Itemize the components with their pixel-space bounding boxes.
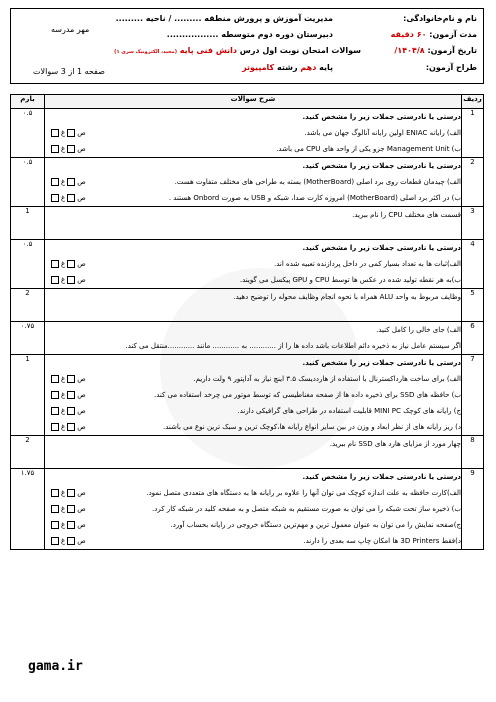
true-label: ص bbox=[77, 194, 86, 202]
question-line-text: ب)به هر نقطه تولید شده در عکس ها توسط CPU و GPU پیکسل می گویند. bbox=[239, 276, 461, 284]
school-stamp: مهر مدرسه bbox=[51, 25, 90, 34]
question-title: درستی یا نادرستی جملات زیر را مشخص کنید. bbox=[302, 473, 461, 481]
question-number: 2 bbox=[462, 158, 484, 207]
false-checkbox[interactable] bbox=[51, 391, 59, 399]
true-checkbox[interactable] bbox=[67, 194, 75, 202]
grade-line: پایه دهم رشته کامپیوتر bbox=[242, 63, 333, 72]
question-line bbox=[45, 485, 461, 501]
question-line-text: الف) جای خالی را کامل کنید. bbox=[376, 326, 461, 334]
question-title: درستی یا نادرستی جملات زیر را مشخص کنید. bbox=[302, 244, 461, 252]
true-checkbox[interactable] bbox=[67, 375, 75, 383]
false-label: غ bbox=[61, 129, 66, 137]
true-false-options bbox=[49, 141, 86, 157]
question-line-text: ج) رایانه های کوچک MINI PC قابلیت استفاده در طراحی های گرافیکی دارند. bbox=[237, 407, 461, 415]
question-line-text: ج)صفحه نمایش را می توان به عنوان معمول ترین و مهم‌ترین دستگاه خروجی در رایانه بحساب آورد. bbox=[170, 521, 461, 529]
question-row bbox=[11, 109, 484, 158]
question-number: 6 bbox=[462, 322, 484, 355]
question-line bbox=[45, 403, 461, 419]
question-line bbox=[45, 419, 461, 435]
true-checkbox[interactable] bbox=[67, 423, 75, 431]
question-line-text: الف)کارت حافظه به علت اندازه کوچک می توان آنها را علاوه بر رایانه ها به دستگاه های متعددی متصل نمود. bbox=[146, 489, 461, 497]
question-body bbox=[45, 158, 462, 207]
question-title: درستی یا نادرستی جملات زیر را مشخص کنید. bbox=[302, 359, 461, 367]
question-number: 7 bbox=[462, 355, 484, 436]
true-false-options bbox=[49, 256, 86, 272]
true-checkbox[interactable] bbox=[67, 407, 75, 415]
question-line-text: اگر سیستم عامل نیاز به ذخیره دائم اطلاعات باشد داده ها را از ............ به ............ مانند ............منتقل می کند. bbox=[125, 342, 461, 350]
true-label: ص bbox=[77, 129, 86, 137]
true-false-options bbox=[49, 272, 86, 288]
false-label: غ bbox=[61, 276, 66, 284]
false-checkbox[interactable] bbox=[51, 145, 59, 153]
true-checkbox[interactable] bbox=[67, 276, 75, 284]
question-line bbox=[45, 256, 461, 272]
question-line bbox=[45, 190, 461, 206]
true-false-options bbox=[49, 190, 86, 206]
true-false-options bbox=[49, 419, 86, 435]
school-line: دبیرستان دوره دوم متوسطه ................. bbox=[166, 30, 333, 39]
false-label: غ bbox=[61, 489, 66, 497]
question-score: 2 bbox=[11, 289, 45, 322]
question-line bbox=[45, 436, 461, 452]
date-label: تاریخ آزمون: ۱۴۰۴/۸/ bbox=[394, 46, 477, 55]
question-row bbox=[11, 436, 484, 469]
question-line bbox=[45, 322, 461, 338]
true-label: ص bbox=[77, 423, 86, 431]
question-number: 5 bbox=[462, 289, 484, 322]
false-checkbox[interactable] bbox=[51, 375, 59, 383]
question-score: ۱.۷۵ bbox=[11, 469, 45, 550]
question-line bbox=[45, 174, 461, 190]
false-checkbox[interactable] bbox=[51, 505, 59, 513]
question-body bbox=[45, 109, 462, 158]
question-body bbox=[45, 289, 462, 322]
question-row bbox=[11, 355, 484, 436]
exam-header bbox=[10, 8, 484, 84]
question-title: درستی یا نادرستی جملات زیر را مشخص کنید. bbox=[302, 162, 461, 170]
question-score: 2 bbox=[11, 436, 45, 469]
false-label: غ bbox=[61, 521, 66, 529]
question-line-text: د) ریز رایانه های از نظر ابعاد و وزن در بین سایر انواع رایانه ها،کوچک ترین و سبک ترین نوع می باشند. bbox=[163, 423, 461, 431]
true-false-options bbox=[49, 174, 86, 190]
question-line bbox=[45, 338, 461, 354]
question-number: 4 bbox=[462, 240, 484, 289]
question-line-text: ب) Management Unit جزو یکی از واحد های CPU می باشد. bbox=[276, 145, 461, 153]
true-checkbox[interactable] bbox=[67, 391, 75, 399]
exam-page bbox=[10, 8, 484, 684]
question-score: 1 bbox=[11, 355, 45, 436]
true-checkbox[interactable] bbox=[67, 521, 75, 529]
false-label: غ bbox=[61, 145, 66, 153]
question-body bbox=[45, 469, 462, 550]
false-checkbox[interactable] bbox=[51, 260, 59, 268]
false-checkbox[interactable] bbox=[51, 129, 59, 137]
col-desc-header: شرح سوالات bbox=[45, 95, 462, 109]
question-score: 1 bbox=[11, 207, 45, 240]
true-label: ص bbox=[77, 260, 86, 268]
true-false-options bbox=[49, 403, 86, 419]
true-label: ص bbox=[77, 489, 86, 497]
col-row-header: ردیف bbox=[462, 95, 484, 109]
page-info: صفحه 1 از 3 سوالات bbox=[33, 67, 105, 76]
question-number: 3 bbox=[462, 207, 484, 240]
question-line bbox=[45, 501, 461, 517]
question-number: 1 bbox=[462, 109, 484, 158]
question-score: ۰.۵ bbox=[11, 158, 45, 207]
false-label: غ bbox=[61, 178, 66, 186]
true-checkbox[interactable] bbox=[67, 129, 75, 137]
question-body bbox=[45, 355, 462, 436]
question-row bbox=[11, 289, 484, 322]
question-body bbox=[45, 207, 462, 240]
true-checkbox[interactable] bbox=[67, 505, 75, 513]
question-row bbox=[11, 240, 484, 289]
question-line-text: الف) چیدمان قطعات روی برد اصلی (MotherBoard) بسته به طراحی های مختلف متفاوت هست. bbox=[174, 178, 461, 186]
true-label: ص bbox=[77, 276, 86, 284]
false-label: غ bbox=[61, 391, 66, 399]
question-score: ۰.۵ bbox=[11, 240, 45, 289]
question-line bbox=[45, 125, 461, 141]
false-checkbox[interactable] bbox=[51, 423, 59, 431]
true-label: ص bbox=[77, 537, 86, 545]
true-label: ص bbox=[77, 145, 86, 153]
site-footer: gama.ir bbox=[28, 659, 83, 674]
question-line bbox=[45, 533, 461, 549]
exam-title: سوالات امتحان نوبت اول درس دانش فنی پایه (مجید، الکترونیک سری ۱) bbox=[114, 46, 361, 55]
col-score-header: بارم bbox=[11, 95, 45, 109]
true-label: ص bbox=[77, 178, 86, 186]
true-label: ص bbox=[77, 505, 86, 513]
true-false-options bbox=[49, 517, 86, 533]
answer-space bbox=[45, 452, 461, 468]
question-row bbox=[11, 469, 484, 550]
question-line-text: ب) در اکثر برد اصلی (MotherBoard) امروزه کارت صدا، شبکه و USB به صورت Onbord هستند . bbox=[168, 194, 461, 202]
true-false-options bbox=[49, 371, 86, 387]
question-line bbox=[45, 371, 461, 387]
false-checkbox[interactable] bbox=[51, 537, 59, 545]
question-line bbox=[45, 272, 461, 288]
false-checkbox[interactable] bbox=[51, 178, 59, 186]
question-line-text: وظایف مربوط به واحد ALU همراه با نحوه انجام وظایف محوله را توضیح دهید. bbox=[233, 293, 461, 301]
name-label: نام و نام‌خانوادگی: bbox=[403, 14, 477, 23]
true-checkbox[interactable] bbox=[67, 145, 75, 153]
false-checkbox[interactable] bbox=[51, 276, 59, 284]
question-line bbox=[45, 517, 461, 533]
question-line bbox=[45, 289, 461, 305]
false-checkbox[interactable] bbox=[51, 489, 59, 497]
false-label: غ bbox=[61, 423, 66, 431]
true-label: ص bbox=[77, 521, 86, 529]
true-false-options bbox=[49, 533, 86, 549]
question-body bbox=[45, 240, 462, 289]
questions-table bbox=[10, 94, 484, 550]
question-score: ۰.۷۵ bbox=[11, 322, 45, 355]
admin-line: مدیریت آموزش و پرورش منطقه ......... / ناحیه ......... bbox=[115, 14, 333, 23]
designer-label: طراح آزمون: bbox=[425, 63, 477, 72]
question-line-text: الف) رایانه ENIAC اولین رایانه آنالوگ جهان می باشد. bbox=[304, 129, 461, 137]
question-line-text: الف)ثبات ها به تعداد بسیار کمی در داخل پردازنده تعبیه شده اند. bbox=[274, 260, 461, 268]
duration-label: مدت آزمون: ۶۰ دقیقه bbox=[390, 30, 477, 39]
question-score: ۰.۵ bbox=[11, 109, 45, 158]
false-checkbox[interactable] bbox=[51, 194, 59, 202]
question-row bbox=[11, 322, 484, 355]
false-checkbox[interactable] bbox=[51, 521, 59, 529]
question-line-text: الف) برای ساخت هارداکسترنال با استفاده از هارددیسک ۳.۵ اینچ نیاز به آداپتور ۹ ولت داریم. bbox=[193, 375, 461, 383]
question-line-text: د)فقط 3D Printers ها امکان چاپ سه بعدی را دارند. bbox=[303, 537, 461, 545]
true-false-options bbox=[49, 485, 86, 501]
question-title: درستی یا نادرستی جملات زیر را مشخص کنید. bbox=[302, 113, 461, 121]
question-line bbox=[45, 387, 461, 403]
true-false-options bbox=[49, 125, 86, 141]
question-row bbox=[11, 158, 484, 207]
answer-space bbox=[45, 305, 461, 321]
question-line-text: ب) ذخیره ساز تحت شبکه را می توان به صورت مستقیم به شبکه متصل و به صفحه کلید در شبکه کار کرد. bbox=[152, 505, 461, 513]
false-label: غ bbox=[61, 260, 66, 268]
true-checkbox[interactable] bbox=[67, 260, 75, 268]
question-line-text: ب) حافظه های SSD برای ذخیره داده ها از صفحه مغناطیسی که توسط موتور می چرخد استفاده می کند. bbox=[153, 391, 461, 399]
question-number: 8 bbox=[462, 436, 484, 469]
true-label: ص bbox=[77, 391, 86, 399]
true-false-options bbox=[49, 501, 86, 517]
false-label: غ bbox=[61, 407, 66, 415]
question-line bbox=[45, 141, 461, 157]
question-line bbox=[45, 207, 461, 223]
true-checkbox[interactable] bbox=[67, 537, 75, 545]
question-body bbox=[45, 436, 462, 469]
question-number: 9 bbox=[462, 469, 484, 550]
question-line-text: قسمت های مختلف CPU را نام ببرید. bbox=[352, 211, 461, 219]
true-checkbox[interactable] bbox=[67, 178, 75, 186]
question-line-text: چهار مورد از مزایای هارد های SSD نام ببرید. bbox=[329, 440, 461, 448]
false-label: غ bbox=[61, 537, 66, 545]
question-row bbox=[11, 207, 484, 240]
true-label: ص bbox=[77, 375, 86, 383]
true-false-options bbox=[49, 387, 86, 403]
false-label: غ bbox=[61, 194, 66, 202]
answer-space bbox=[45, 223, 461, 239]
question-body bbox=[45, 322, 462, 355]
false-label: غ bbox=[61, 505, 66, 513]
false-label: غ bbox=[61, 375, 66, 383]
true-label: ص bbox=[77, 407, 86, 415]
false-checkbox[interactable] bbox=[51, 407, 59, 415]
true-checkbox[interactable] bbox=[67, 489, 75, 497]
